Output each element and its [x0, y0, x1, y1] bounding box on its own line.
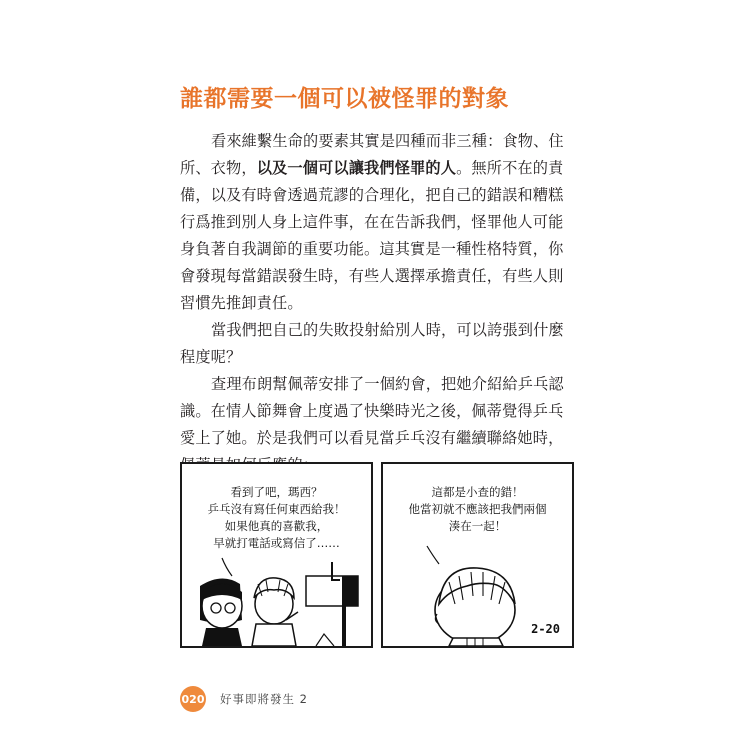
comic-panel-2	[381, 462, 574, 648]
paragraph-1-before: 看來維繫生命的要素其實是四種而非三種：食物、住所、衣物，	[180, 132, 564, 177]
paragraph-1	[180, 128, 572, 317]
speech-line: 如果他真的喜歡我，	[224, 519, 329, 533]
paragraph-1-after: 。無所不在的責備，以及有時會透過荒謬的合理化，把自己的錯誤和糟糕行爲推到別人身上這件事，在在告訴我們，怪罪他人可能身負著自我調節的重要功能。這其實是一種性格特質，你會發現每當錯誤發生時，有些人選擇承擔責任，有些人則習慣先推卸責任。	[180, 159, 564, 312]
peppermint-patty-closeup-illustration	[435, 568, 515, 646]
speech-line: 湊在一起！	[448, 519, 507, 533]
page-number-badge: 020	[180, 686, 206, 712]
marcie-illustration	[200, 578, 242, 646]
comic-drawing-2	[383, 464, 572, 646]
comic-drawing-1	[182, 464, 371, 646]
speech-line: 他當初就不應該把我們兩個	[408, 502, 547, 516]
speech-line: 乒乓沒有寫任何東西給我！	[207, 502, 346, 516]
page-title: 誰都需要一個可以被怪罪的對象	[180, 86, 509, 112]
comic-strip	[180, 462, 574, 648]
comic-panel-1	[180, 462, 373, 648]
running-book-title: 好事即將發生 2	[220, 692, 308, 706]
speech-line: 看到了吧，瑪西？	[230, 485, 323, 499]
paragraph-3: 查理布朗幫佩蒂安排了一個約會，把她介紹給乒乓認識。在情人節舞會上度過了快樂時光之後，佩蒂覺得乒乓愛上了她。於是我們可以看見當乒乓沒有繼續聯絡她時，	[180, 375, 564, 447]
speech-line: 這都是小查的錯！	[431, 485, 524, 499]
page-footer	[180, 686, 308, 712]
paragraph-2: 當我們把自己的失敗投射給別人時，可以誇張到什麼程度呢？	[180, 321, 564, 366]
paragraph-1-bold: 以及一個可以讓我們怪罪的人	[256, 159, 457, 177]
mailbox-illustration	[306, 562, 358, 646]
peppermint-patty-illustration	[252, 578, 298, 646]
speech-line: 早就打電話或寫信了……	[213, 536, 340, 550]
comic-date: 2-20	[531, 622, 560, 636]
body-text	[180, 128, 572, 479]
